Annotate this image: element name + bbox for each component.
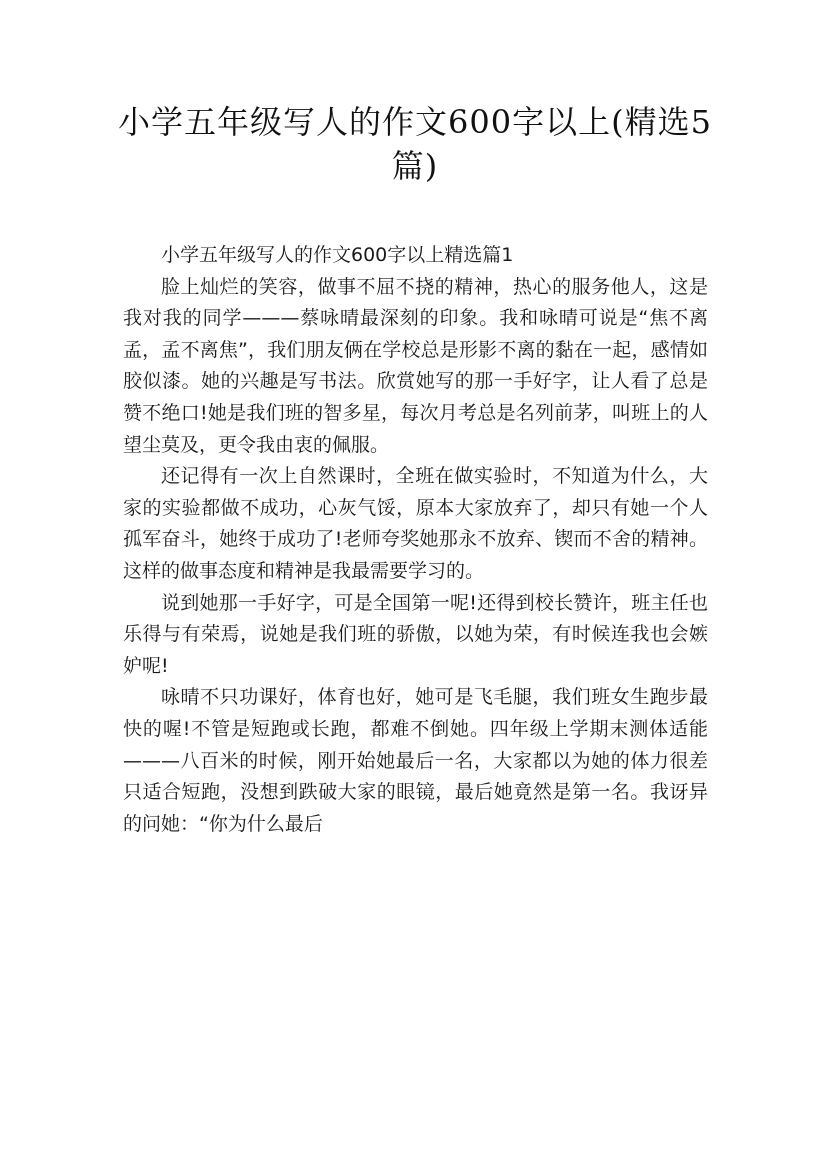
section-heading: 小学五年级写人的作文600字以上精选篇1	[161, 244, 514, 266]
body-paragraph: 还记得有一次上自然课时，全班在做实验时，不知道为什么，大家的实验都做不成功，心灰气馁，原本大家放弃了，却只有她一个人孤军奋斗，她终于成功了!老师夸奖她那永不放弃、锲而不舍的精神。这样的做事态度和精神是我最需要学习的。	[123, 465, 708, 582]
body-paragraph: 脸上灿烂的笑容，做事不屈不挠的精神，热心的服务他人，这是我对我的同学———蔡咏晴最深刻的印象。我和咏晴可说是“焦不离孟，孟不离焦”，我们朋友俩在学校总是形影不离的黏在一起，感情如胶似漆。她的兴趣是写书法。欣赏她写的那一手好字，让人看了总是赞不绝口!她是我们班的智多星，每次月考总是名列前茅，叫班上的人望尘莫及，更令我由衷的佩服。	[123, 275, 708, 456]
document-title: 小学五年级写人的作文600字以上(精选5篇)	[118, 103, 712, 185]
body-paragraph: 说到她那一手好字，可是全国第一呢!还得到校长赞许，班主任也乐得与有荣焉，说她是我们班的骄傲，以她为荣，有时候连我也会嫉妒呢!	[123, 591, 708, 677]
document-body	[123, 240, 708, 840]
body-paragraph: 咏晴不只功课好，体育也好，她可是飞毛腿，我们班女生跑步最快的喔!不管是短跑或长跑，都难不倒她。四年级上学期末测体适能———八百米的时候，刚开始她最后一名，大家都以为她的体力很差只适合短跑，没想到跌破大家的眼镜，最后她竟然是第一名。我讶异的问她：“你为什么最后	[123, 686, 708, 835]
